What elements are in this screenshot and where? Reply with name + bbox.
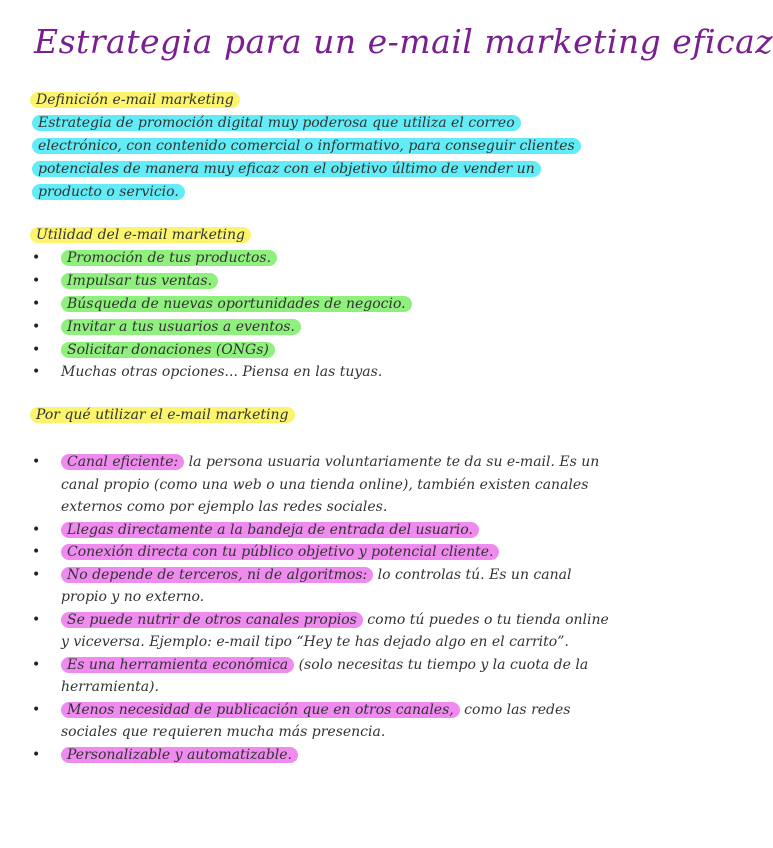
list-item	[30, 654, 620, 699]
list-item	[30, 699, 620, 744]
list-item-highlight: Llegas directamente a la bandeja de entrada del usuario.	[61, 522, 479, 538]
list-item-highlight: No depende de terceros, ni de algoritmos:	[61, 567, 373, 583]
list-item-text: (solo necesitas tu tiempo y la cuota de la herramienta).	[61, 656, 589, 695]
list-item	[30, 270, 620, 293]
porque-list	[30, 451, 620, 766]
list-item	[30, 451, 620, 519]
list-item-text: como las redes sociales que requieren mucha más presencia.	[61, 701, 571, 740]
list-item	[30, 541, 620, 564]
heading-porque	[30, 405, 295, 425]
utilidad-list	[30, 247, 620, 384]
list-item-highlight: Canal eficiente:	[61, 454, 184, 470]
list-item	[30, 339, 620, 362]
heading-utilidad	[30, 225, 251, 245]
list-item	[30, 564, 620, 609]
heading-porque-text: Por qué utilizar el e-mail marketing	[30, 407, 295, 423]
list-item-highlight: Búsqueda de nuevas oportunidades de negocio.	[61, 296, 412, 312]
list-item	[30, 519, 620, 542]
list-item-text: Muchas otras opciones... Piensa en las tuyas.	[61, 364, 383, 381]
page-title: Estrategia para un e-mail marketing eficaz	[34, 22, 773, 61]
list-item	[30, 744, 620, 767]
list-item-highlight: Personalizable y automatizable.	[61, 747, 298, 763]
list-item-highlight: Promoción de tus productos.	[61, 250, 277, 266]
list-item-highlight: Es una herramienta económica	[61, 657, 294, 673]
list-item-highlight: Impulsar tus ventas.	[61, 273, 218, 289]
heading-utilidad-text: Utilidad del e-mail marketing	[30, 227, 251, 243]
list-item-text: la persona usuaria voluntariamente te da su e-mail. Es un canal propio (como una web o una tienda online), también existen canales externos como por ejemplo las redes sociales.	[61, 454, 600, 515]
list-item	[30, 609, 620, 654]
list-item	[30, 361, 620, 384]
list-item-highlight: Conexión directa con tu público objetivo y potencial cliente.	[61, 544, 499, 560]
heading-definicion-text: Definición e-mail marketing	[30, 92, 240, 108]
list-item-text: como tú puedes o tu tienda online y viceversa. Ejemplo: e-mail tipo “Hey te has dejado algo en el carrito”.	[61, 611, 609, 650]
definicion-paragraph	[32, 112, 577, 204]
list-item-text: lo controlas tú. Es un canal propio y no externo.	[61, 566, 572, 605]
list-item-highlight: Se puede nutrir de otros canales propios	[61, 612, 363, 628]
definicion-text: Estrategia de promoción digital muy poderosa que utiliza el correo electrónico, con contenido comercial o informativo, para conseguir clientes potenciales de manera muy eficaz con el objetivo último de vender un producto o servicio.	[32, 115, 581, 200]
list-item	[30, 247, 620, 270]
heading-definicion	[30, 90, 240, 110]
list-item-highlight: Solicitar donaciones (ONGs)	[61, 342, 275, 358]
list-item	[30, 293, 620, 316]
list-item-highlight: Invitar a tus usuarios a eventos.	[61, 319, 301, 335]
list-item-highlight: Menos necesidad de publicación que en otros canales,	[61, 702, 460, 718]
list-item	[30, 316, 620, 339]
